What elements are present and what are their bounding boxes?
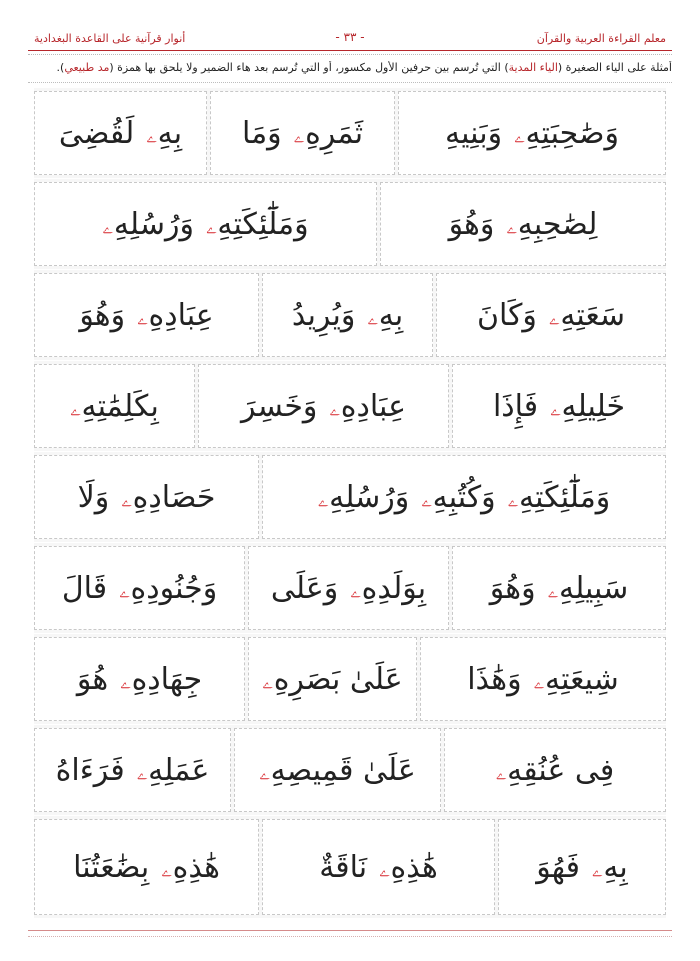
word-card [452, 364, 666, 448]
small-ya-mark: ۦ [70, 388, 82, 424]
word-base: وَرُسُلِهِ [329, 479, 410, 515]
word-base: وَمَلَٰٓئِكَتِهِ [519, 479, 611, 515]
quran-word [56, 753, 125, 788]
quran-word [102, 207, 194, 242]
word-base: وَيُرِيدُ [291, 297, 356, 333]
quran-word [241, 389, 317, 424]
quran-word [549, 298, 625, 333]
quran-word [294, 116, 363, 151]
word-card [498, 819, 666, 915]
quran-word [379, 850, 438, 885]
word-base: عَمَلِهِ [148, 752, 210, 788]
quran-word [367, 298, 403, 333]
quran-word [73, 850, 149, 885]
instruction-highlight: مد طبيعي [64, 61, 110, 74]
footer-divider-dotted [28, 936, 672, 937]
quran-word [329, 389, 406, 424]
small-ya-mark: ۦ [161, 849, 173, 885]
word-card [34, 455, 259, 539]
word-base: ثَمَرِهِ [305, 115, 364, 151]
word-base: بِهِ [157, 115, 183, 151]
word-base: لَقُضِىَ [58, 115, 135, 151]
small-ya-mark: ۦ [591, 849, 604, 885]
page-number: - ٣٣ - [335, 30, 365, 44]
quran-word [137, 753, 210, 788]
small-ya-mark: ۦ [379, 849, 391, 885]
quran-word [548, 571, 629, 606]
word-base: وَرُسُلِهِ [113, 206, 194, 242]
word-card [198, 364, 449, 448]
word-card [210, 91, 395, 175]
word-base: فَرَءَاهُ [55, 752, 125, 788]
word-base: هَٰذِهِ [172, 849, 220, 885]
quran-word [506, 207, 597, 242]
small-ya-mark: ۦ [119, 570, 131, 606]
word-base: هُوَ [76, 661, 109, 697]
small-ya-mark: ۦ [507, 479, 520, 515]
small-ya-mark: ۦ [548, 297, 561, 333]
word-card [34, 819, 259, 915]
word-base: بِهِ [378, 297, 404, 333]
word-card [436, 273, 666, 357]
word-base: فَهُوَ [536, 849, 580, 885]
quran-word [262, 662, 402, 697]
small-ya-mark: ۦ [146, 115, 158, 151]
word-base: وَمَا [241, 115, 282, 151]
quran-word [137, 298, 214, 333]
section-title: أنوار قرآنية على القاعدة البغدادية [34, 32, 186, 45]
small-ya-mark: ۦ [205, 206, 218, 242]
small-ya-mark: ۦ [506, 206, 518, 242]
word-base: فَإِذَا [492, 388, 539, 424]
word-base: وَصَٰحِبَتِهِ [525, 115, 619, 151]
small-ya-mark: ۦ [514, 115, 526, 151]
small-ya-mark: ۦ [102, 206, 114, 242]
instruction-text: أمثلة على الياء الصغيرة ( [557, 61, 672, 74]
word-base: عِبَادِهِ [340, 388, 406, 424]
book-title: معلم القراءة العربية والقرآن [536, 32, 666, 45]
small-ya-mark: ۦ [533, 661, 545, 697]
word-base: وَهُوَ [448, 206, 495, 242]
word-base: وَعَلَى [270, 570, 339, 606]
instruction-text: ). [56, 61, 65, 74]
small-ya-mark: ۦ [121, 479, 133, 515]
word-base: وَكَانَ [476, 297, 537, 333]
word-base: وَخَسِرَ [241, 388, 318, 424]
word-base: شِيعَتِهِ [545, 661, 619, 697]
quran-word [78, 480, 110, 515]
word-card [34, 182, 377, 266]
quran-word [421, 480, 495, 515]
word-base: بِوَلَدِهِ [361, 570, 427, 606]
quran-word [350, 571, 426, 606]
word-card [34, 637, 245, 721]
quran-word [242, 116, 282, 151]
small-ya-mark: ۦ [136, 752, 149, 788]
small-ya-mark: ۦ [293, 115, 306, 151]
word-base: جِهَادِهِ [131, 661, 203, 697]
quran-word [592, 850, 628, 885]
word-card [248, 637, 417, 721]
word-card [444, 728, 666, 812]
quran-word [445, 116, 502, 151]
word-base: قَالَ [61, 570, 108, 606]
small-ya-mark: ۦ [421, 479, 433, 515]
word-base: وَكُتُبِهِ [432, 479, 496, 515]
word-card [262, 273, 433, 357]
word-base: خَلِيلِهِ [561, 388, 626, 424]
quran-word [449, 207, 495, 242]
quran-word [514, 116, 619, 151]
word-card [380, 182, 666, 266]
word-base: وَجُنُودِهِ [130, 570, 218, 606]
quran-word [318, 480, 410, 515]
quran-word [550, 389, 625, 424]
word-card [262, 819, 495, 915]
quran-word [121, 480, 215, 515]
word-base: عِبَادِهِ [148, 297, 214, 333]
quran-word [534, 662, 619, 697]
small-ya-mark: ۦ [259, 752, 271, 788]
word-base: وَهُوَ [79, 297, 126, 333]
quran-word [259, 753, 416, 788]
word-card [34, 91, 207, 175]
small-ya-mark: ۦ [329, 388, 341, 424]
quran-word [62, 571, 107, 606]
word-card [398, 91, 666, 175]
word-base: بِهِ [603, 849, 628, 885]
word-base: وَمَلَٰٓئِكَتِهِ [217, 206, 309, 242]
word-base: بِضَٰعَتُنَا [73, 849, 150, 885]
quran-word [536, 850, 580, 885]
quran-word [271, 571, 338, 606]
small-ya-mark: ۦ [262, 661, 274, 697]
word-base: فِى عُنُقِهِ [507, 752, 615, 788]
word-card [248, 546, 449, 630]
word-card [234, 728, 441, 812]
quran-word [493, 389, 538, 424]
quran-word [79, 298, 125, 333]
quran-word [319, 850, 367, 885]
word-card [34, 273, 259, 357]
word-base: حَصَادِهِ [132, 479, 216, 515]
quran-word [119, 571, 217, 606]
word-base: سَعَتِهِ [560, 297, 626, 333]
quran-word [508, 480, 611, 515]
small-ya-mark: ۦ [547, 570, 559, 606]
word-card [452, 546, 666, 630]
quran-word [77, 662, 108, 697]
word-base: وَهُوَ [489, 570, 536, 606]
word-base: نَاقَةٌ [319, 849, 368, 885]
small-ya-mark: ۦ [550, 388, 562, 424]
quran-word [467, 662, 521, 697]
word-base: وَبَنِيهِ [445, 115, 503, 151]
quran-word [146, 116, 182, 151]
word-base: عَلَىٰ بَصَرِهِ [273, 661, 403, 697]
quran-word [206, 207, 309, 242]
small-ya-mark: ۦ [495, 752, 508, 788]
quran-word [120, 662, 202, 697]
small-ya-mark: ۦ [367, 297, 379, 333]
quran-word [490, 571, 536, 606]
quran-word [496, 753, 615, 788]
small-ya-mark: ۦ [137, 297, 149, 333]
word-card [34, 728, 231, 812]
quran-word [70, 389, 159, 424]
word-card [34, 546, 245, 630]
footer-divider [28, 930, 672, 931]
word-card [420, 637, 666, 721]
instruction-text: ) التي تُرسم بين حرفين الأول مكسور، أو التي تُرسم بعد هاء الضمير ولا يلحق بها همزة ( [109, 61, 509, 74]
word-base: وَلَا [77, 479, 110, 515]
small-ya-mark: ۦ [350, 570, 362, 606]
quran-word [477, 298, 537, 333]
quran-word [161, 850, 220, 885]
quran-word [292, 298, 356, 333]
word-base: لِصَٰحِبِهِ [517, 206, 598, 242]
word-base: وَهَٰذَا [467, 661, 522, 697]
instruction-highlight: الياء المدية [508, 61, 558, 74]
word-base: هَٰذِهِ [390, 849, 438, 885]
small-ya-mark: ۦ [317, 479, 330, 515]
word-base: عَلَىٰ قَمِيصِهِ [270, 752, 416, 788]
quran-word [59, 116, 134, 151]
word-base: سَبِيلِهِ [558, 570, 629, 606]
word-base: بِكَلِمَٰتِهِ [81, 388, 159, 424]
word-card [34, 364, 195, 448]
word-card [262, 455, 666, 539]
small-ya-mark: ۦ [120, 661, 132, 697]
